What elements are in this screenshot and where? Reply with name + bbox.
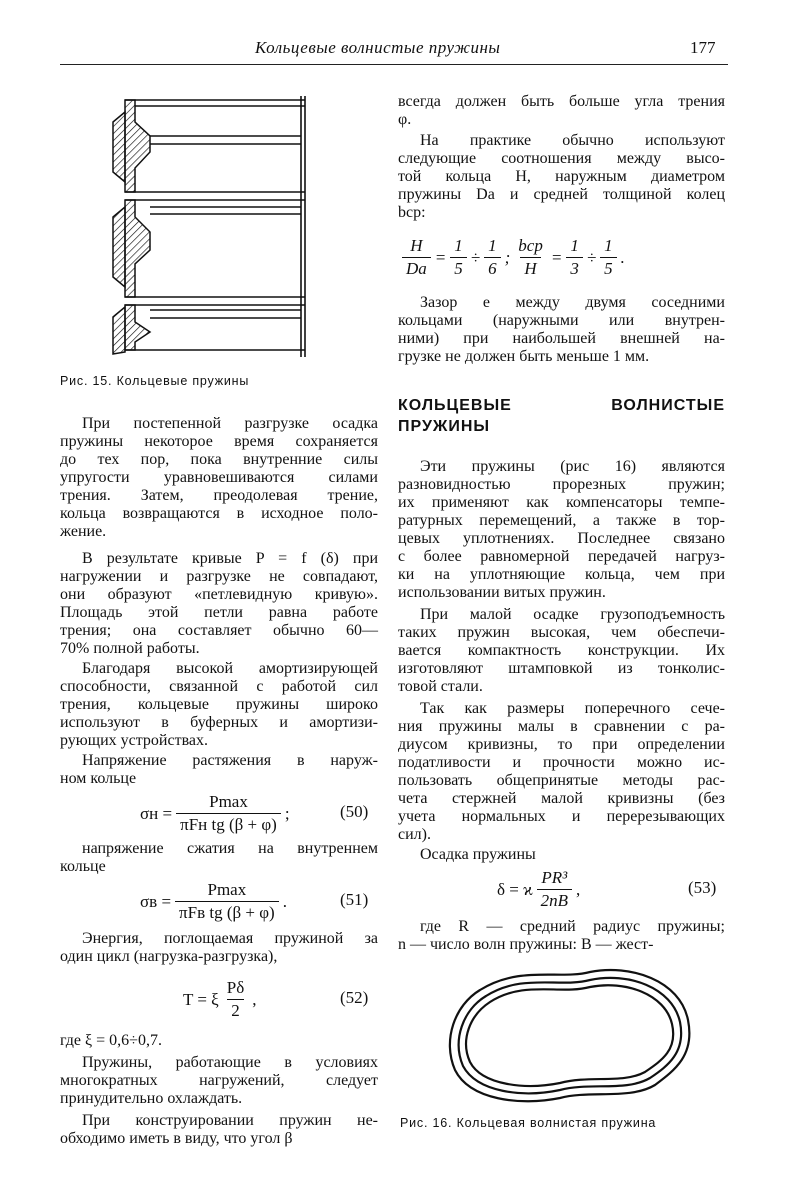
text-line: ними) при наибольшей внешней на-: [398, 330, 725, 347]
text-line: Благодаря высокой амортизирующей: [82, 660, 378, 677]
text-line: трения; она составляет обычно 60—: [60, 622, 378, 639]
text-line: принудительно охлаждать.: [60, 1090, 243, 1107]
denominator: 2nB: [537, 889, 572, 911]
numerator: Pmax: [209, 792, 248, 811]
text-line: При малой осадке грузоподъемность: [420, 606, 725, 623]
paragraph-unloading: [60, 415, 378, 541]
paragraph-cooling: [60, 1054, 378, 1108]
fraction: [537, 868, 572, 911]
text-line: Энергия, поглощаемая пружиной за: [82, 930, 378, 947]
fraction: [484, 236, 501, 279]
text-line: таких пружин высокая, чем обеспечи-: [398, 624, 725, 641]
text-line: сил).: [398, 826, 431, 843]
denominator: 5: [600, 257, 617, 279]
figure-16-caption: Рис. 16. Кольцевая волнистая пружина: [400, 1116, 657, 1130]
text-line: пружины Dа и средней толщиной колец: [398, 186, 725, 203]
text-line: В результате кривые P = f (δ) при: [82, 550, 378, 567]
text-line: следующие соотношения между высо-: [398, 150, 725, 167]
formula-51: [140, 880, 287, 923]
numerator: PR³: [541, 868, 568, 887]
text-line: n — число волн пружины: B — жест-: [398, 936, 654, 953]
paragraph-tension-stress: [60, 752, 378, 788]
text-line: ПРУЖИНЫ: [398, 418, 491, 435]
denominator: 5: [450, 257, 467, 279]
fraction: [566, 236, 583, 279]
section-heading: [398, 395, 725, 437]
text-line: При постепенной разгрузке осадка: [82, 415, 378, 432]
formula-50: [140, 792, 290, 835]
paragraph-hysteresis: [60, 550, 378, 658]
equals: =: [434, 247, 447, 267]
page-number: 177: [690, 38, 716, 57]
text-line: пользовать общепринятые методы рас-: [398, 772, 725, 789]
text-line: ки на уплотняющие кольца, чем при: [398, 566, 725, 583]
text-line: податливости и прочности можно ис-: [398, 754, 725, 771]
formula-53: [497, 868, 580, 911]
text-line: грузке не должен быть меньше 1 мм.: [398, 348, 650, 365]
paragraph-deflection: [398, 846, 725, 864]
figure-15-caption: Рис. 15. Кольцевые пружины: [60, 374, 250, 388]
text-line: всегда должен быть больше угла трения: [398, 93, 725, 110]
formula-lhs: σв =: [140, 891, 172, 911]
numerator: bср: [518, 236, 543, 255]
text-line: трения, кольцевые пружины широко: [60, 696, 378, 713]
text-line: Так как размеры поперечного сече-: [420, 700, 725, 717]
denominator: 6: [484, 257, 501, 279]
denominator: H: [520, 257, 540, 279]
numerator: H: [410, 236, 423, 255]
numerator: 1: [488, 236, 497, 255]
text-line: разновидностью прорезных пружин;: [398, 476, 725, 493]
denominator: Dа: [402, 257, 431, 279]
formula-punct: .: [282, 891, 287, 911]
text-line: φ.: [398, 111, 412, 128]
text-line: до тех пор, пока внутренние силы: [60, 451, 378, 468]
formula-punct: ,: [576, 879, 581, 899]
paragraph-energy: [60, 930, 378, 966]
text-line: они образуют «петлевидную кривую».: [60, 586, 378, 603]
text-line: 70% полной работы.: [60, 640, 200, 657]
fraction: [450, 236, 467, 279]
text-line: вается компактность конструкции. Их: [398, 642, 725, 659]
text-line: Пружины, работающие в условиях: [82, 1054, 378, 1071]
text-line: один цикл (нагрузка-разгрузка),: [60, 948, 278, 965]
paragraph-symbols: [398, 918, 725, 954]
text-line: ном кольце: [60, 770, 137, 787]
text-line: нагружении и разгрузке не совпадают,: [60, 568, 378, 585]
text-line: Осадка пружины: [420, 846, 536, 863]
denominator: πFн tg (β + φ): [176, 813, 281, 835]
text-line: Напряжение растяжения в наруж-: [82, 752, 378, 769]
formula-52: [183, 978, 256, 1021]
paragraph-load-capacity: [398, 606, 725, 696]
numerator: 1: [570, 236, 579, 255]
fraction: [176, 792, 281, 835]
running-header-title: Кольцевые волнистые пружины: [255, 38, 501, 57]
fraction: [600, 236, 617, 279]
text-line: Зазор e между двумя соседними: [420, 294, 725, 311]
text-line: ния пружины малы в сравнении с ра-: [398, 718, 725, 735]
division-sign: ÷: [586, 247, 597, 267]
figure-15-ring-spring-drawing: [105, 92, 310, 364]
paragraph-design: [60, 1112, 378, 1148]
text-line: цевых уплотнениях. Последнее связано: [398, 530, 725, 547]
text-line: Эти пружины (рис 16) являются: [420, 458, 725, 475]
text-line: На практике обычно используют: [420, 132, 725, 149]
equation-number-50: (50): [340, 802, 369, 821]
paragraph-friction-angle: [398, 93, 725, 129]
text-line: той кольца H, наружным диаметром: [398, 168, 725, 185]
formula-lhs: δ = ϰ: [497, 879, 533, 899]
text-line: кольцами (наружными или внутрен-: [398, 312, 725, 329]
text-line: товой стали.: [398, 678, 483, 695]
text-line: ратурных перемещений, а также в тор-: [398, 512, 725, 529]
paragraph-damping: [60, 660, 378, 750]
header-rule: [60, 64, 728, 65]
division-sign: ÷: [470, 247, 481, 267]
text-line: использовании витых пружин.: [398, 584, 606, 601]
text-line: учета нормальных и перерезывающих: [398, 808, 725, 825]
text-line: Площадь этой петли равна работе: [60, 604, 378, 621]
formula-ratios: [398, 236, 625, 279]
formula-punct: ,: [252, 989, 257, 1009]
separator: ;: [504, 247, 511, 267]
text-line: способности, связанной с работой сил: [60, 678, 378, 695]
text-line: кольца возвращаются в исходное поло-: [60, 505, 378, 522]
paragraph-gap: [398, 294, 725, 366]
numerator: 1: [604, 236, 613, 255]
text-line: напряжение сжатия на внутреннем: [82, 840, 378, 857]
denominator: 3: [566, 257, 583, 279]
equation-number-51: (51): [340, 890, 369, 909]
text-line: При конструировании пружин не-: [82, 1112, 378, 1129]
equals: =: [550, 247, 563, 267]
equation-number-52: (52): [340, 988, 369, 1007]
denominator: πFв tg (β + φ): [175, 901, 279, 923]
text-line: их применяют как компенсаторы темпе-: [398, 494, 725, 511]
equation-number-53: (53): [688, 878, 717, 897]
numerator: Pδ: [226, 978, 245, 997]
text-line: рующих устройствах.: [60, 732, 209, 749]
text-line: изготовляют штамповкой из тонколис-: [398, 660, 725, 677]
text-line: КОЛЬЦЕВЫЕ ВОЛНИСТЫЕ: [398, 397, 725, 414]
text-line: используют в буферных и амортизи-: [60, 714, 378, 731]
text-line: bср:: [398, 204, 426, 221]
text-line: с более равномерной передачей нагруз-: [398, 548, 725, 565]
figure-16-wavy-ring-drawing: [440, 960, 700, 1110]
text-line: упругости уравновешиваются силами: [60, 469, 378, 486]
text-line: жение.: [60, 523, 107, 540]
text-line: многократных нагружений, следует: [60, 1072, 378, 1089]
paragraph-compression-stress: [60, 840, 378, 876]
text-line: где R — средний радиус пружины;: [420, 918, 725, 935]
paragraph-calculation: [398, 700, 725, 844]
paragraph-xi: [60, 1032, 378, 1050]
fraction: [223, 978, 248, 1021]
formula-lhs: σн =: [140, 803, 173, 823]
text-line: где ξ = 0,6÷0,7.: [60, 1032, 162, 1049]
formula-punct: .: [620, 247, 625, 267]
text-line: чета стержней малой кривизны (без: [398, 790, 725, 807]
formula-punct: ;: [284, 803, 290, 823]
fraction: [402, 236, 431, 279]
text-line: трения. Затем, преодолевая трение,: [60, 487, 378, 504]
fraction: [514, 236, 547, 279]
formula-lhs: T = ξ: [183, 989, 219, 1009]
text-line: кольце: [60, 858, 106, 875]
denominator: 2: [227, 999, 244, 1021]
text-line: пружины некоторое время сохраняется: [60, 433, 378, 450]
numerator: 1: [454, 236, 463, 255]
paragraph-ratios: [398, 132, 725, 222]
numerator: Pmax: [207, 880, 247, 899]
text-line: обходимо иметь в виду, что угол β: [60, 1130, 293, 1147]
paragraph-wave-springs-intro: [398, 458, 725, 602]
text-line: диусом кривизны, то при определении: [398, 736, 725, 753]
fraction: [175, 880, 279, 923]
